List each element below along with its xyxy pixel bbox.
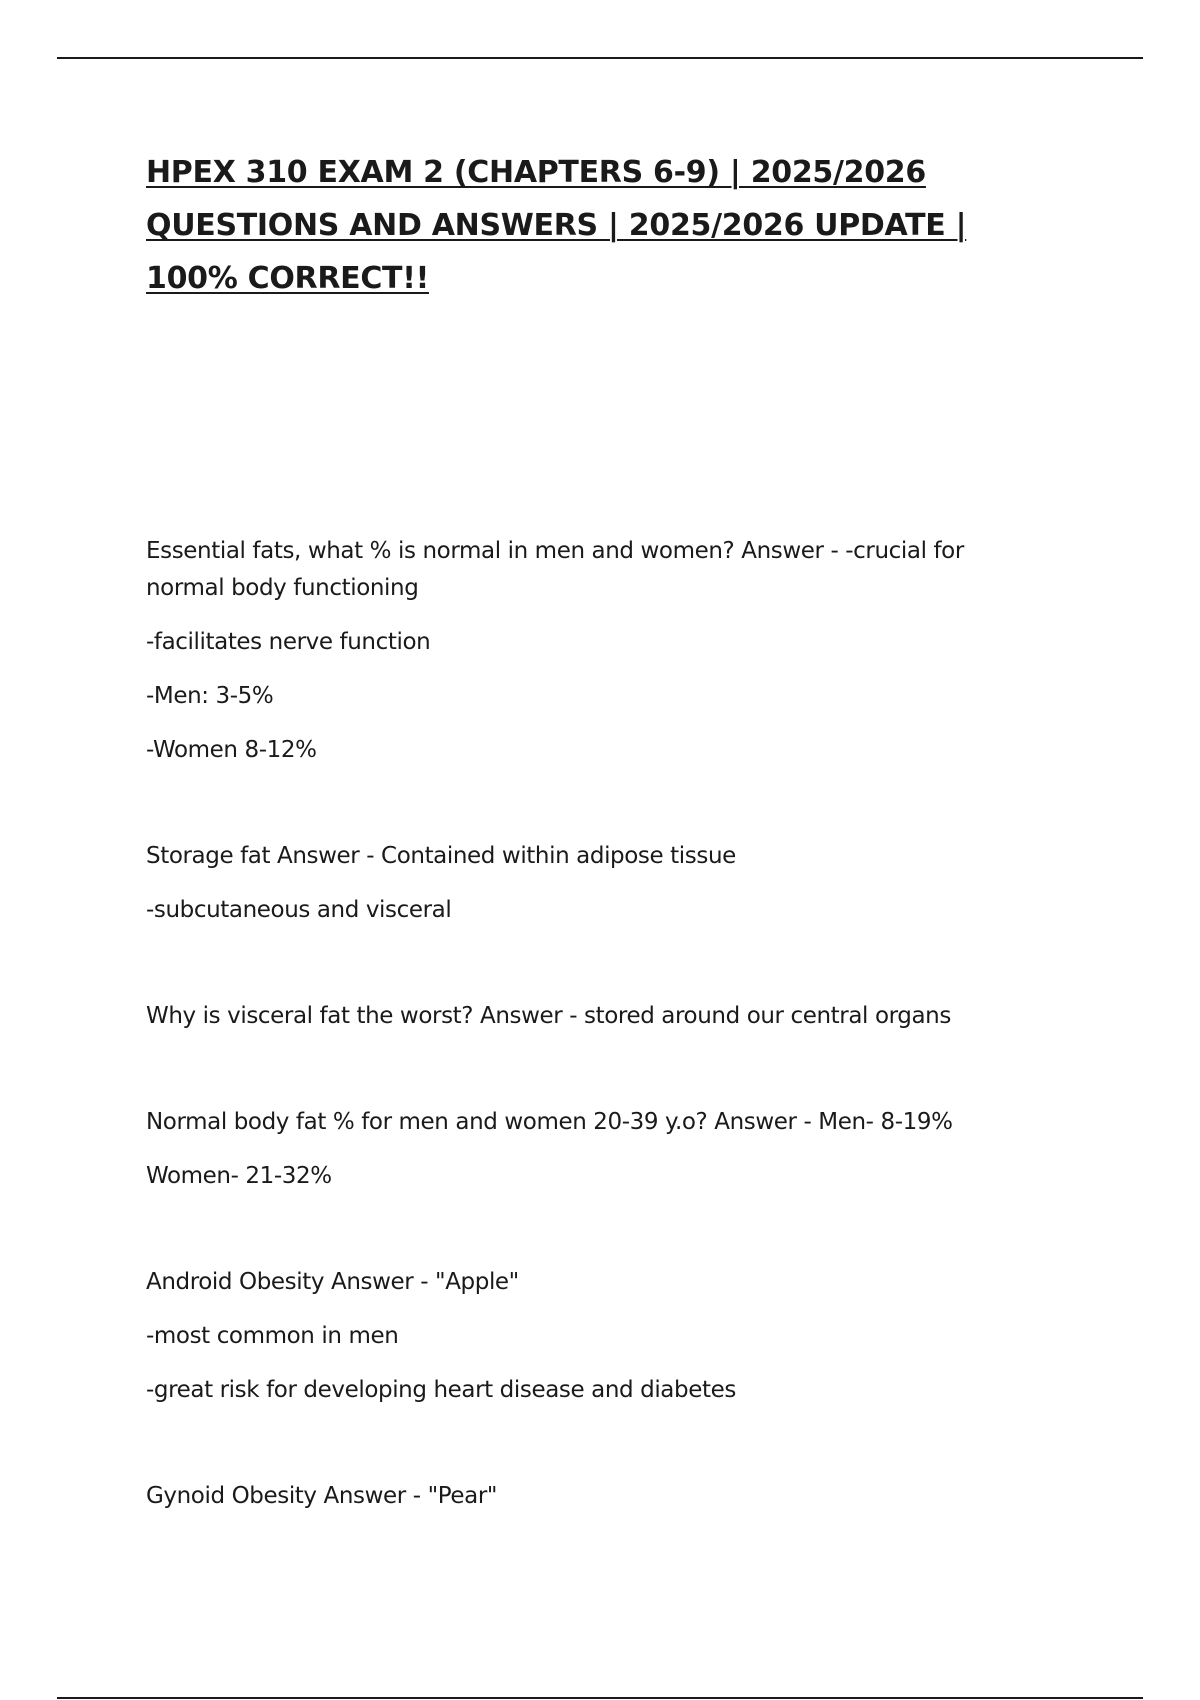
qa-item-essential-fats xyxy=(146,533,1026,769)
qa-answer-line: -Men: 3-5% xyxy=(146,683,274,709)
qa-question: Storage fat Answer - Contained within adipose tissue xyxy=(146,843,736,869)
qa-item-visceral-fat xyxy=(146,998,1026,1035)
qa-answer-line: -facilitates nerve function xyxy=(146,629,431,655)
qa-answer-line: -great risk for developing heart disease and diabetes xyxy=(146,1377,736,1403)
header-rule xyxy=(57,57,1143,59)
footer-rule xyxy=(57,1697,1143,1699)
title-line: HPEX 310 EXAM 2 (CHAPTERS 6-9) | 2025/2026 xyxy=(146,155,926,190)
qa-question: Why is visceral fat the worst? Answer - stored around our central organs xyxy=(146,1003,951,1029)
qa-answer-line: -Women 8-12% xyxy=(146,737,317,763)
qa-answer-line: -subcutaneous and visceral xyxy=(146,897,452,923)
qa-question: Android Obesity Answer - "Apple" xyxy=(146,1269,519,1295)
qa-item-gynoid-obesity xyxy=(146,1478,1026,1515)
qa-question: Gynoid Obesity Answer - "Pear" xyxy=(146,1483,498,1509)
qa-question: Essential fats, what % is normal in men and women? Answer - -crucial for normal body functioning xyxy=(146,538,964,601)
qa-item-normal-body-fat xyxy=(146,1104,1026,1195)
qa-answer-line: -most common in men xyxy=(146,1323,399,1349)
qa-item-storage-fat xyxy=(146,838,1026,929)
qa-list xyxy=(146,533,1026,1515)
title-line: 100% CORRECT!! xyxy=(146,261,429,296)
qa-question: Normal body fat % for men and women 20-39 y.o? Answer - Men- 8-19% xyxy=(146,1109,953,1135)
qa-item-android-obesity xyxy=(146,1264,1026,1409)
title-line: QUESTIONS AND ANSWERS | 2025/2026 UPDATE | xyxy=(146,208,967,243)
document-title xyxy=(146,146,1046,305)
qa-answer-line: Women- 21-32% xyxy=(146,1163,332,1189)
